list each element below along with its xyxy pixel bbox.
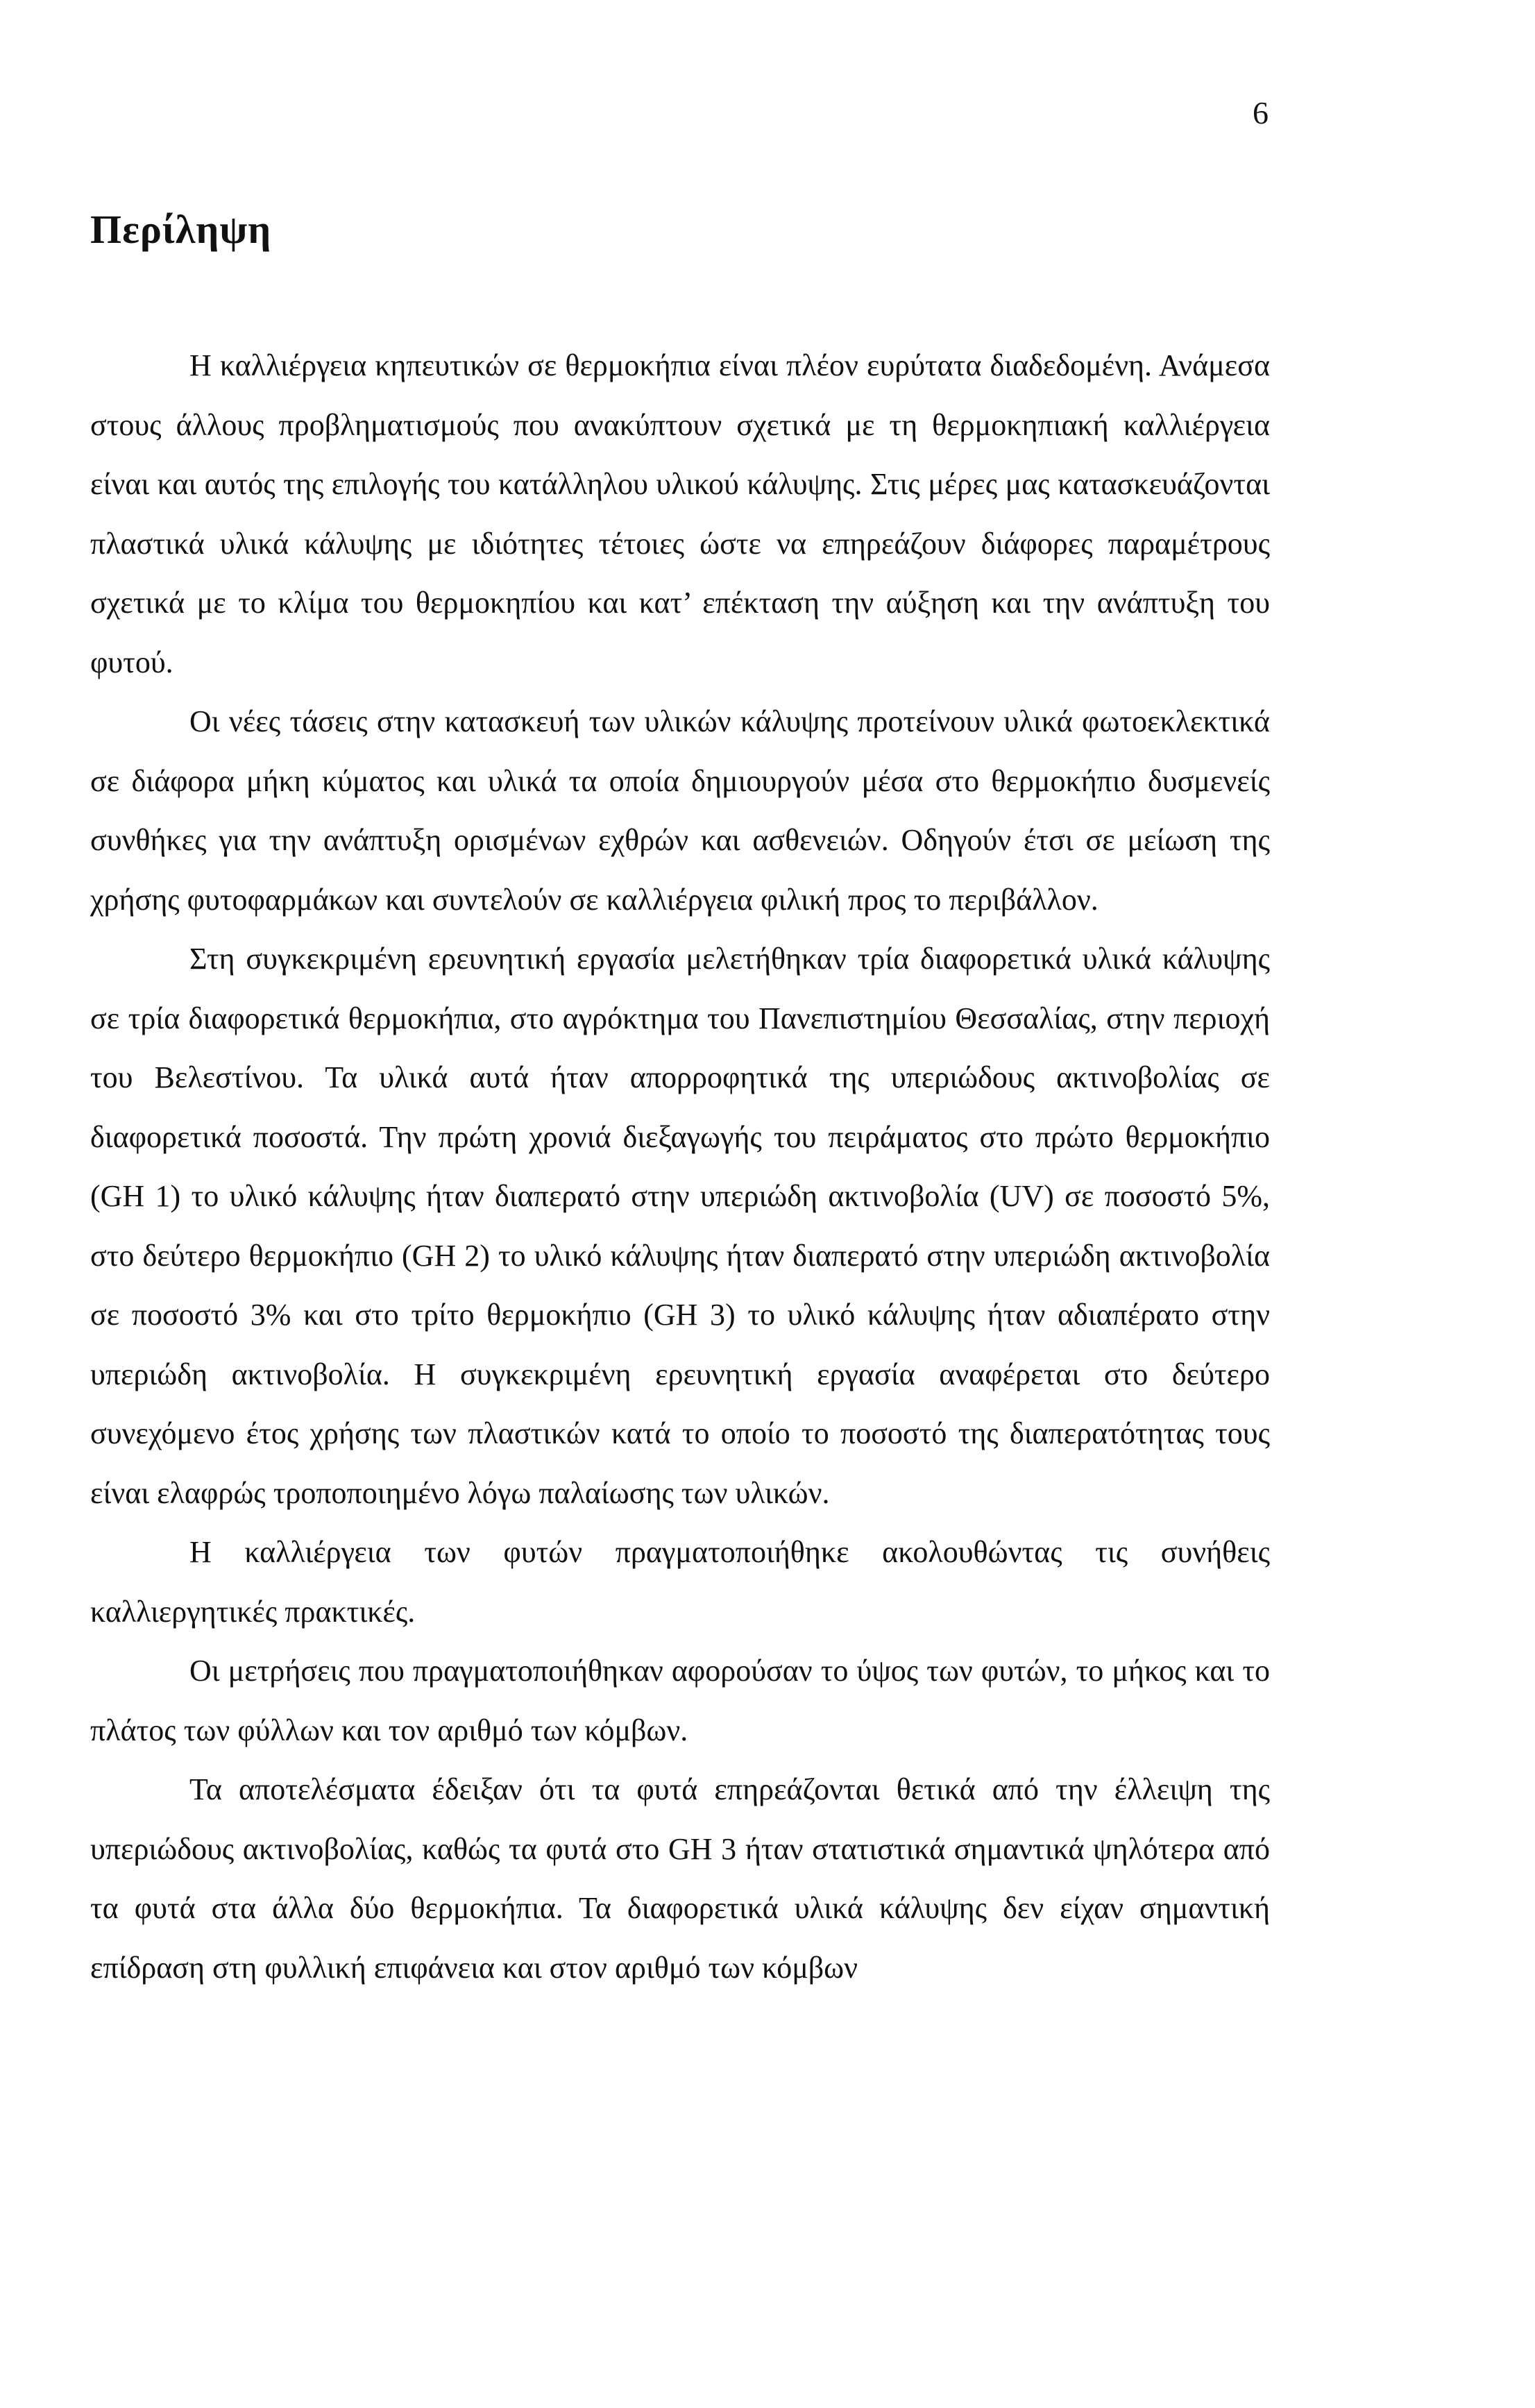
paragraph-results: Τα αποτελέσματα έδειξαν ότι τα φυτά επηρεάζονται θετικά από την έλλειψη της υπεριώδους ακτινοβολίας, καθώς τα φυτά στο GH 3 ήταν στατιστικά σημαντικά ψηλότερα από τα φυτά στα άλλα δύο θερμοκήπια. Τα διαφορετικά υλικά κάλυψης δεν είχαν σημαντική επίδραση στη φυλλική επιφάνεια και στον αριθμό των κόμβων bbox=[90, 1772, 1270, 1985]
paragraph-experiment: Στη συγκεκριμένη ερευνητική εργασία μελετήθηκαν τρία διαφορετικά υλικά κάλυψης σε τρία διαφορετικά θερμοκήπια, στο αγρόκτημα του Πανεπιστημίου Θεσσαλίας, στην περιοχή του Βελεστίνου. Τα υλικά αυτά ήταν απορροφητικά της υπεριώδους ακτινοβολίας σε διαφορετικά ποσοστά. Την πρώτη χρονιά διεξαγωγής του πειράματος στο πρώτο θερμοκήπιο (GH 1) το υλικό κάλυψης ήταν διαπερατό στην υπεριώδη ακτινοβολία (UV) σε ποσοστό 5%, στο δεύτερο θερμοκήπιο (GH 2) το υλικό κάλυψης ήταν διαπερατό στην υπεριώδη ακτινοβολία σε ποσοστό 3% και στο τρίτο θερμοκήπιο (GH 3) το υλικό κάλυψης ήταν αδιαπέρατο στην υπεριώδη ακτινοβολία. Η συγκεκριμένη ερευνητική εργασία αναφέρεται στο δεύτερο συνεχόμενο έτος χρήσης των πλαστικών κατά το οποίο το ποσοστό της διαπερατότητας τους είναι ελαφρώς τροποποιημένο λόγω παλαίωσης των υλικών. bbox=[90, 942, 1270, 1510]
paragraph-intro: Η καλλιέργεια κηπευτικών σε θερμοκήπια είναι πλέον ευρύτατα διαδεδομένη. Ανάμεσα στους άλλους προβληματισμούς που ανακύπτουν σχετικά με τη θερμοκηπιακή καλλιέργεια είναι και αυτός της επιλογής του κατάλληλου υλικού κάλυψης. Στις μέρες μας κατασκευάζονται πλαστικά υλικά κάλυψης με ιδιότητες τέτοιες ώστε να επηρεάζουν διάφορες παραμέτρους σχετικά με το κλίμα του θερμοκηπίου και κατ’ επέκταση την αύξηση και την ανάπτυξη του φυτού. bbox=[90, 348, 1270, 679]
paragraph-cultivation: Η καλλιέργεια των φυτών πραγματοποιήθηκε ακολουθώντας τις συνήθεις καλλιεργητικές πρακτικές. bbox=[90, 1535, 1270, 1629]
paragraph-trends: Οι νέες τάσεις στην κατασκευή των υλικών κάλυψης προτείνουν υλικά φωτοεκλεκτικά σε διάφορα μήκη κύματος και υλικά τα οποία δημιουργούν μέσα στο θερμοκήπιο δυσμενείς συνθήκες για την ανάπτυξη ορισμένων εχθρών και ασθενειών. Οδηγούν έτσι σε μείωση της χρήσης φυτοφαρμάκων και συντελούν σε καλλιέργεια φιλική προς το περιβάλλον. bbox=[90, 704, 1270, 917]
paragraph-measurements: Οι μετρήσεις που πραγματοποιήθηκαν αφορούσαν το ύψος των φυτών, το μήκος και το πλάτος των φύλλων και τον αριθμό των κόμβων. bbox=[90, 1654, 1270, 1747]
page-number: 6 bbox=[1253, 95, 1269, 130]
abstract-body bbox=[90, 336, 1270, 1997]
section-heading: Περίληψη bbox=[90, 207, 272, 252]
